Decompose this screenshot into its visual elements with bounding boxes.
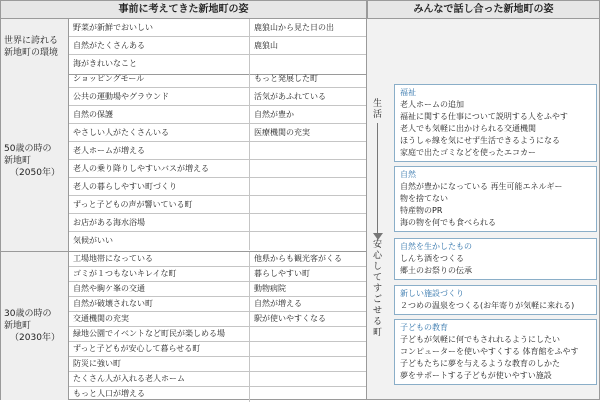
label-line: 新地町の環境 <box>4 47 59 58</box>
table-row: もっと人口が増える <box>69 387 366 402</box>
box-child-education <box>394 319 597 385</box>
section-2030 <box>1 252 366 400</box>
box-welfare <box>394 84 597 162</box>
table-row: 緑地公園でイベントなど町民が楽しめる場 <box>69 327 366 342</box>
left-header: 事前に考えてきた新地町の姿 <box>0 0 367 19</box>
section-environment <box>1 19 366 75</box>
arrow-line <box>377 123 378 233</box>
box-item: 老人でも気軽に出かけられる交通機関 <box>400 124 536 133</box>
arrow-down-icon <box>373 233 383 240</box>
box-item: 特産物のPR <box>400 206 443 215</box>
box-nature-use <box>394 238 597 280</box>
table-row: ずっと子どもの声が響いている町 <box>69 196 366 214</box>
right-header: みんなで話し合った新地町の姿 <box>367 0 600 19</box>
table-row: たくさん人が入れる老人ホーム <box>69 372 366 387</box>
box-new-facilities <box>394 285 597 315</box>
table-row: 自然が破壊されない町 自然が増える <box>69 297 366 312</box>
table-row: 自然がたくさんある 鹿狼山 <box>69 37 366 55</box>
box-item: コンピューターを使いやすくする 体育館をふやす <box>400 347 579 356</box>
table-row: 老人ホームが増える <box>69 142 366 160</box>
table-row: ゴミが１つもないキレイな町 暮らしやすい町 <box>69 267 366 282</box>
section-label <box>1 70 69 251</box>
table-row: 工場地帯になっている 他県からも観光客がくる <box>69 252 366 267</box>
box-nature <box>394 166 597 232</box>
table-row: 交通機関の充実 駅が使いやすくなる <box>69 312 366 327</box>
box-title: 福祉 <box>400 88 416 97</box>
table-row: ずっと子どもが安心して暮らせる町 <box>69 342 366 357</box>
box-title: 新しい施設づくり <box>400 289 464 298</box>
box-item: ほうしゃ線を気にせず生活できるようになる <box>400 136 560 145</box>
table-row: 気候がいい <box>69 232 366 250</box>
label-line: （2030年） <box>10 333 60 343</box>
table-row: ショッピングモール もっと発展した町 <box>69 70 366 88</box>
box-item: 福祉に関する仕事について説明する人をふやす <box>400 112 568 121</box>
section-label <box>1 252 69 400</box>
box-item: 家庭で出たゴミなどを使ったエコカー <box>400 148 536 157</box>
box-item: 物を捨てない <box>400 194 448 203</box>
table-row: 自然や駒ケ峯の交通 動物病院 <box>69 282 366 297</box>
box-item: 子どもが気軽に何でもされれるようにしたい <box>400 335 560 344</box>
table-row: 老人の乗り降りしやすいバスが増える <box>69 160 366 178</box>
label-line: （2050年） <box>10 167 60 178</box>
box-item: しんち酒をつくる <box>400 254 464 263</box>
section-2050 <box>1 70 366 252</box>
label-line: 世界に誇れる <box>4 35 59 46</box>
label-line: 新地町 <box>4 321 32 331</box>
table-row: 野菜が新鮮でおいしい 鹿狼山から見た日の出 <box>69 19 366 37</box>
box-item: 子どもたちに夢を与えるような教育のしかた <box>400 359 560 368</box>
section-label <box>1 19 69 74</box>
box-item: ２つめの温泉をつくる(お年寄りが気軽に来れる) <box>400 301 575 310</box>
vertical-label-safe-town: 安心してすごせる町 <box>372 240 382 338</box>
box-item: 郷土のお祭りの伝承 <box>400 266 472 275</box>
table-row: 防災に強い町 <box>69 357 366 372</box>
box-item: 老人ホームの追加 <box>400 100 464 109</box>
box-item: 夢をサポートする子どもが使いやすい施設 <box>400 371 552 380</box>
box-item: 自然が豊かになっている 再生可能エネルギー <box>400 182 563 191</box>
label-line: 50歳の時の <box>4 143 52 154</box>
box-title: 自然 <box>400 170 416 179</box>
ideas-table <box>0 19 367 400</box>
box-title: 自然を生かしたもの <box>400 242 472 251</box>
table-row: 公共の運動場やグラウンド 活気があふれている <box>69 88 366 106</box>
box-title: 子どもの教育 <box>400 323 448 332</box>
table-row: 自然の保護 自然が豊か <box>69 106 366 124</box>
label-line: 30歳の時の <box>4 309 52 319</box>
table-row: お店がある海水浴場 <box>69 214 366 232</box>
label-line: 新地町 <box>4 155 32 166</box>
table-row: 海がきれいなこと <box>69 55 366 73</box>
table-row: 老人の暮らしやすい町づくり <box>69 178 366 196</box>
box-item: 海の物を何でも食べられる <box>400 218 496 227</box>
vertical-label-life: 生活 <box>372 99 382 120</box>
table-row: やさしい人がたくさんいる 医療機関の充実 <box>69 124 366 142</box>
